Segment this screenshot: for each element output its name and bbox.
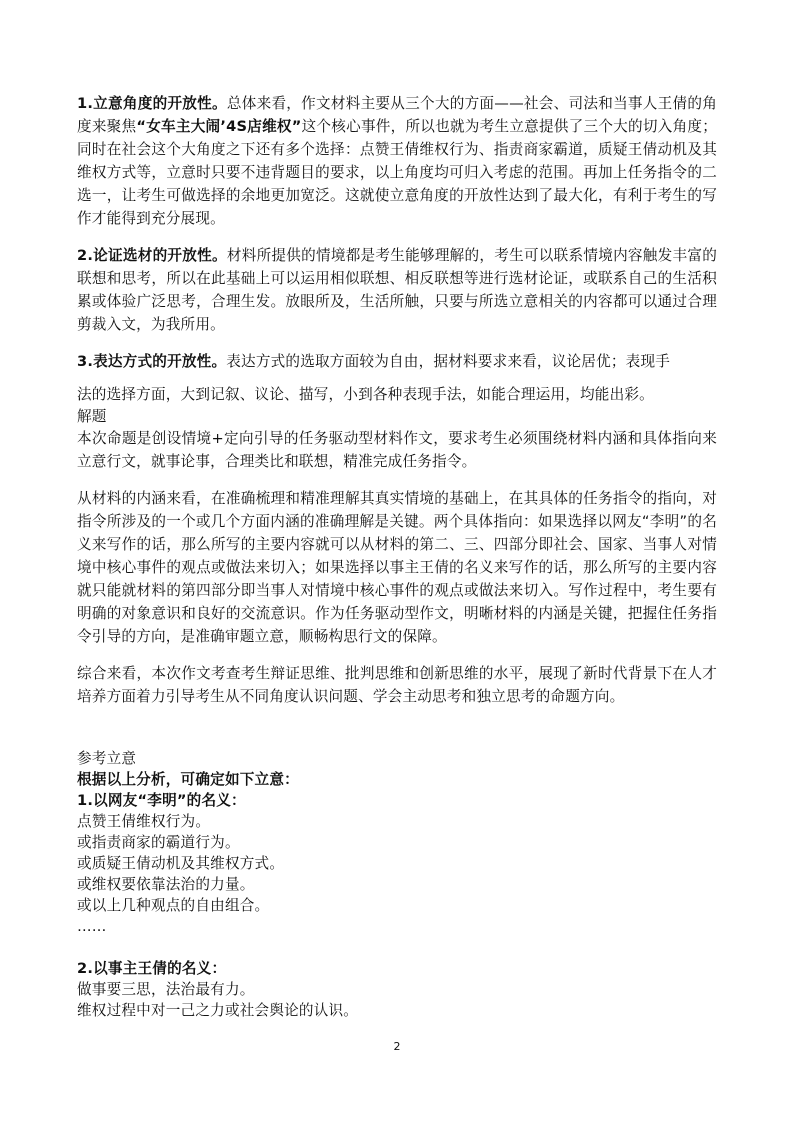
paragraph-material-analysis: 从材料的内涵来看，在准确梳理和精准理解其真实情境的基础上，在其具体的任务指令的指向，对指令所涉及的一个或几个方面内涵的准确理解是关键。两个具体指向：如果选择以网友“李明”的名义来写作的话，那么所写的主要内容就可以从材料的第二、三、四部分即社会、国家、当事人对情境中核心事件的观点或做法来切入；如果选择以事主王倩的名义来写作的话，那么所写的主要内容就只能就材料的第四部分即当事人对情境中核心事件的观点或做法来切入。写作过程中，考生要有明确的对象意识和良好的交流意识。作为任务驱动型作文，明晰材料的内涵是关键，把握住任务指令引导的方向，是准确审题立意，顺畅构思行文的保障。 xyxy=(77,490,717,645)
paragraph-task-summary: 本次命题是创设情境+定向引导的任务驱动型材料作文，要求考生必须围绕材料内涵和具体指向来立意行文，就事论事，合理类比和联想，精准完成任务指令。 xyxy=(77,430,717,470)
document-page xyxy=(77,92,717,1021)
reference-intro: 根据以上分析，可确定如下立意： xyxy=(77,771,299,788)
paragraph-text: 材料所提供的情境都是考生能够理解的，考生可以联系情境内容触发丰富的联想和思考，所以在此基础上可以运用相似联想、相反联想等进行选材论证，或联系自己的生活积累或体验广泛思考，合理生发。放眼所及，生活所触，只要与所选立意相关的内容都可以通过合理剪裁入文，为我所用。 xyxy=(77,247,717,333)
paragraph-heading: 3.表达方式的开放性。 xyxy=(77,353,227,370)
list-item: 或质疑王倩动机及其维权方式。 xyxy=(77,855,285,872)
paragraph-conclusion: 综合来看，本次作文考查考生辩证思维、批判思维和创新思维的水平，展现了新时代背景下在人才培养方面着力引导考生从不同角度认识问题、学会主动思考和独立思考的命题方向。 xyxy=(77,665,717,705)
paragraph-text: 总体来看，作文材料主要从三个大的方面——社会、司法和当事人王倩的角度来聚焦 xyxy=(77,95,717,135)
paragraph-heading: 2.论证选材的开放性。 xyxy=(77,247,227,264)
section-title-liming: 1.以网友“李明”的名义： xyxy=(77,792,246,809)
section-title-wangqian: 2.以事主王倩的名义： xyxy=(77,960,227,977)
paragraph-openness-angle xyxy=(77,92,717,230)
list-item: …… xyxy=(77,918,107,935)
paragraph-heading: 1.立意角度的开放性。 xyxy=(77,95,227,112)
paragraph-text: 表达方式的选取方面较为自由，据材料要求来看，议论居优；表现手 xyxy=(226,353,671,370)
list-item: 或指责商家的霸道行为。 xyxy=(77,834,240,851)
section-label-jieti: 解题 xyxy=(77,408,107,425)
list-item: 点赞王倩维权行为。 xyxy=(77,813,211,830)
paragraph-expression-continued: 法的选择方面，大到记叙、议论、描写，小到各种表现手法，如能合理运用，均能出彩。 xyxy=(77,386,654,403)
section-label-reference: 参考立意 xyxy=(77,750,137,767)
page-number: 2 xyxy=(393,1040,401,1053)
paragraph-text: 这个核心事件，所以也就为考生立意提供了三个大的切入角度；同时在社会这个大角度之下还有多个选择：点赞王倩维权行为、指责商家霸道，质疑王倩动机及其维权方式等，立意时只要不违背题目的要求，以上角度均可归入考虑的范围。再加上任务指令的二选一，让考生可做选择的余地更加宽泛。这就使立意角度的开放性达到了最大化，有利于考生的写作才能得到充分展现。 xyxy=(77,118,717,227)
list-item: 或以上几种观点的自由组合。 xyxy=(77,897,270,914)
event-name: “女车主大闹’4S店维权” xyxy=(136,118,302,135)
paragraph-openness-material xyxy=(77,244,717,336)
paragraph-openness-expression xyxy=(77,350,717,373)
list-item: 做事要三思，法治最有力。 xyxy=(77,981,255,998)
list-item: 或维权要依靠法治的力量。 xyxy=(77,876,255,893)
list-item: 维权过程中对一己之力或社会舆论的认识。 xyxy=(77,1002,359,1019)
